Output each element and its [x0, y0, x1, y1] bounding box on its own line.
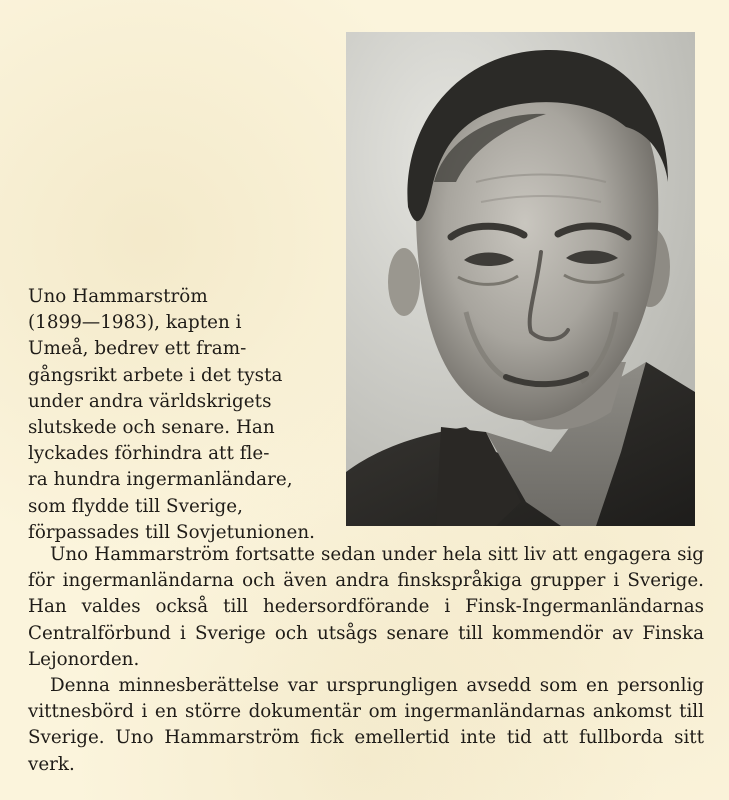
- paragraph-line: Denna minnesberättelse var ursprungligen avsedd som en personlig: [50, 675, 704, 697]
- paragraph-line: Centralförbund i Sverige och utsågs senare till kommendör av Finska: [28, 622, 704, 644]
- portrait-photo-icon: [346, 32, 695, 526]
- paragraph-line: Sverige. Uno Hammarström fick emellertid inte tid att fullborda sitt: [28, 727, 704, 749]
- paragraph-line: Lejonorden.: [28, 648, 140, 670]
- caption-line: förpassades till Sovjetunionen.: [28, 521, 316, 543]
- photo-caption: [28, 284, 348, 546]
- caption-line: lyckades förhindra att fle-: [28, 443, 270, 465]
- paragraph-line: verk.: [28, 753, 75, 775]
- body-text: [28, 542, 704, 778]
- portrait-photo: [346, 32, 695, 526]
- caption-line: Uno Hammarström: [28, 286, 208, 307]
- paragraph-line: för ingermanländarna och även andra finskspråkiga grupper i Sverige.: [28, 570, 704, 592]
- paragraph-2: [28, 673, 704, 778]
- caption-line: som flydde till Sverige,: [28, 495, 243, 517]
- caption-line: (1899—1983), kapten i: [28, 312, 242, 334]
- paragraph-1: [28, 542, 704, 673]
- caption-line: Umeå, bedrev ett fram-: [28, 338, 247, 360]
- caption-line: under andra världskrigets: [28, 390, 272, 412]
- paragraph-line: vittnesbörd i en större dokumentär om ingermanländarnas ankomst till: [28, 701, 704, 723]
- paragraph-line: Uno Hammarström fortsatte sedan under hela sitt liv att engagera sig: [50, 544, 704, 565]
- paragraph-line: Han valdes också till hedersordförande i Finsk-Ingermanländarnas: [28, 596, 704, 618]
- caption-line: slutskede och senare. Han: [28, 417, 275, 439]
- caption-line: gångsrikt arbete i det tysta: [28, 364, 283, 386]
- caption-line: ra hundra ingermanländare,: [28, 469, 293, 491]
